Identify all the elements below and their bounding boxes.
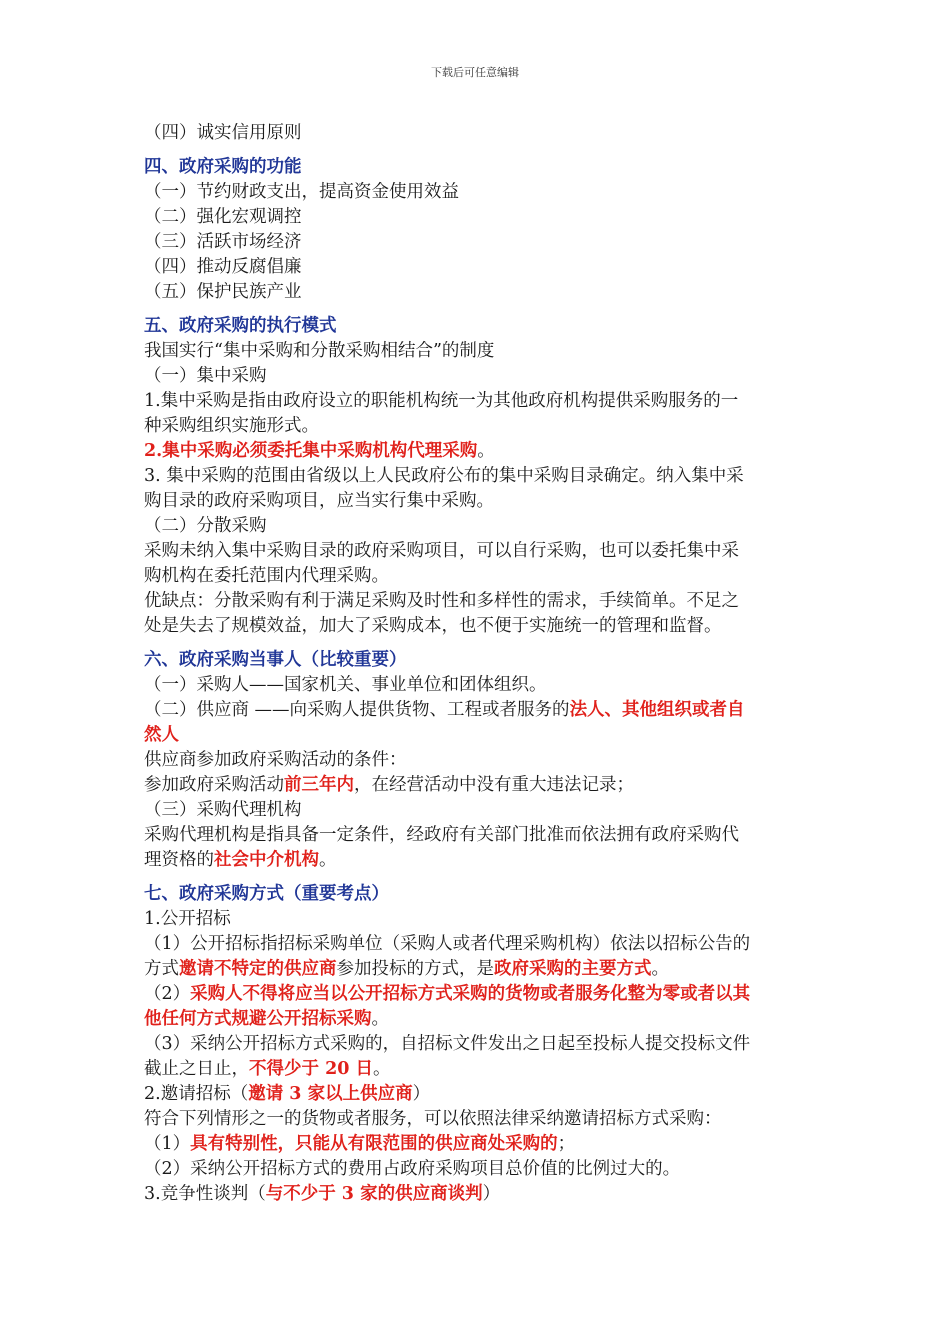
section-heading xyxy=(144,882,809,907)
text-segment: 六、政府采购当事人（比较重要） xyxy=(144,650,407,670)
text-line xyxy=(144,589,809,614)
text-segment: （二）分散采购 xyxy=(144,516,267,536)
section-heading xyxy=(144,314,809,339)
text-segment: （五）保护民族产业 xyxy=(144,282,302,302)
text-segment: 截止之日止， xyxy=(144,1059,249,1079)
text-line xyxy=(144,1057,809,1082)
text-segment: 参加投标的方式，是 xyxy=(336,959,494,979)
text-line xyxy=(144,1107,809,1132)
text-line xyxy=(144,464,809,489)
text-segment: 1.公开招标 xyxy=(144,909,231,929)
text-line xyxy=(144,982,809,1007)
text-line xyxy=(144,255,809,280)
page-header: 下载后可任意编辑 xyxy=(431,66,519,79)
text-line xyxy=(144,723,809,748)
text-segment: （一）集中采购 xyxy=(144,366,267,386)
text-line xyxy=(144,339,809,364)
text-line xyxy=(144,957,809,982)
text-line xyxy=(144,180,809,205)
text-segment: （二）强化宏观调控 xyxy=(144,207,302,227)
text-line xyxy=(144,1157,809,1182)
text-line xyxy=(144,773,809,798)
text-segment: 四、政府采购的功能 xyxy=(144,157,302,177)
text-segment: （一）节约财政支出，提高资金使用效益 xyxy=(144,182,459,202)
text-line xyxy=(144,489,809,514)
text-line xyxy=(144,614,809,639)
document-body xyxy=(144,121,809,1207)
text-line xyxy=(144,539,809,564)
text-segment: （三）采购代理机构 xyxy=(144,800,302,820)
text-line xyxy=(144,564,809,589)
text-line xyxy=(144,823,809,848)
text-line xyxy=(144,1032,809,1057)
text-line xyxy=(144,848,809,873)
text-line xyxy=(144,230,809,255)
emphasis-text: 然人 xyxy=(144,725,179,745)
text-line xyxy=(144,280,809,305)
text-segment: ； xyxy=(557,1134,576,1154)
text-segment: ） xyxy=(482,1184,501,1204)
text-segment: （2）采纳公开招标方式的费用占政府采购项目总价值的比例过大的。 xyxy=(144,1159,681,1179)
text-segment: 符合下列情形之一的货物或者服务，可以依照法律采纳邀请招标方式采购： xyxy=(144,1109,722,1129)
emphasis-text: 不得少于 20 日 xyxy=(249,1059,374,1079)
text-line xyxy=(144,121,809,146)
text-line xyxy=(144,698,809,723)
text-line xyxy=(144,389,809,414)
text-line xyxy=(144,439,809,464)
text-segment: 种采购组织实施形式。 xyxy=(144,416,319,436)
text-line xyxy=(144,748,809,773)
text-segment: （三）活跃市场经济 xyxy=(144,232,302,252)
text-segment: （1）公开招标指招标采购单位（采购人或者代理采购机构）依法以招标公告的 xyxy=(144,934,751,954)
text-line xyxy=(144,1082,809,1107)
text-segment: 。 xyxy=(319,850,337,870)
text-segment: （四）诚实信用原则 xyxy=(144,123,302,143)
text-segment: （2） xyxy=(144,984,191,1004)
text-segment: 采购未纳入集中采购目录的政府采购项目，可以自行采购，也可以委托集中采 xyxy=(144,541,739,561)
emphasis-text: 社会中介机构 xyxy=(214,850,319,870)
text-segment: 3. 集中采购的范围由省级以上人民政府公布的集中采购目录确定。纳入集中采 xyxy=(144,466,744,486)
text-segment: 方式 xyxy=(144,959,179,979)
text-segment: （一）采购人——国家机关、事业单位和团体组织。 xyxy=(144,675,547,695)
text-segment: 处是失去了规模效益，加大了采购成本，也不便于实施统一的管理和监督。 xyxy=(144,616,722,636)
emphasis-text: 与不少于 3 家的供应商谈判 xyxy=(265,1184,483,1204)
text-segment: 2.邀请招标（ xyxy=(144,1084,249,1104)
emphasis-text: 前三年内 xyxy=(284,775,354,795)
section-heading xyxy=(144,155,809,180)
text-line xyxy=(144,1007,809,1032)
text-line xyxy=(144,1132,809,1157)
text-line xyxy=(144,932,809,957)
text-line xyxy=(144,414,809,439)
text-line xyxy=(144,364,809,389)
text-line xyxy=(144,514,809,539)
text-line xyxy=(144,1182,809,1207)
text-line xyxy=(144,907,809,932)
text-segment: 购目录的政府采购项目，应当实行集中采购。 xyxy=(144,491,494,511)
text-segment: 3.竞争性谈判（ xyxy=(144,1184,266,1204)
text-line xyxy=(144,673,809,698)
text-segment: 。 xyxy=(373,1059,391,1079)
emphasis-text: 具有特别性，只能从有限范围的供应商处采购的 xyxy=(190,1134,558,1154)
text-segment: （四）推动反腐倡廉 xyxy=(144,257,302,277)
text-segment: 供应商参加政府采购活动的条件： xyxy=(144,750,407,770)
text-segment: （1） xyxy=(144,1134,191,1154)
text-segment: 采购代理机构是指具备一定条件，经政府有关部门批准而依法拥有政府采购代 xyxy=(144,825,739,845)
text-segment: 优缺点：分散采购有利于满足采购及时性和多样性的需求，手续简单。不足之 xyxy=(144,591,739,611)
emphasis-text: 邀请不特定的供应商 xyxy=(179,959,337,979)
text-segment: ） xyxy=(412,1084,431,1104)
text-segment: ，在经营活动中没有重大违法记录； xyxy=(354,775,634,795)
emphasis-text: 政府采购的主要方式 xyxy=(494,959,652,979)
text-segment: 我国实行“集中采购和分散采购相结合”的制度 xyxy=(144,341,495,361)
text-segment: 购机构在委托范围内代理采购。 xyxy=(144,566,389,586)
text-segment: 。 xyxy=(651,959,669,979)
text-segment: 。 xyxy=(371,1009,389,1029)
section-heading xyxy=(144,648,809,673)
text-segment: 五、政府采购的执行模式 xyxy=(144,316,337,336)
emphasis-text: 法人、其他组织或者自 xyxy=(569,700,745,720)
emphasis-text: 邀请 3 家以上供应商 xyxy=(248,1084,413,1104)
text-line xyxy=(144,798,809,823)
text-segment: 。 xyxy=(477,441,495,461)
text-segment: 参加政府采购活动 xyxy=(144,775,284,795)
emphasis-text: 2.集中采购必须委托集中采购机构代理采购 xyxy=(144,441,478,461)
text-segment: 1.集中采购是指由政府设立的职能机构统一为其他政府机构提供采购服务的一 xyxy=(144,391,739,411)
text-line xyxy=(144,205,809,230)
emphasis-text: 采购人不得将应当以公开招标方式采购的货物或者服务化整为零或者以其 xyxy=(190,984,751,1004)
emphasis-text: 他任何方式规避公开招标采购 xyxy=(144,1009,372,1029)
text-segment: （3）采纳公开招标方式采购的，自招标文件发出之日起至投标人提交投标文件 xyxy=(144,1034,751,1054)
text-segment: 理资格的 xyxy=(144,850,214,870)
text-segment: （二）供应商 ——向采购人提供货物、工程或者服务的 xyxy=(144,700,570,720)
text-segment: 七、政府采购方式（重要考点） xyxy=(144,884,389,904)
